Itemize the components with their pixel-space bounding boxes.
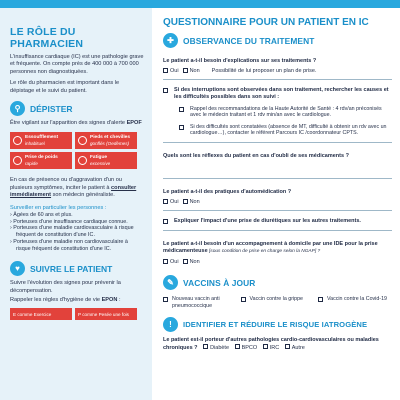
checkbox-non[interactable] <box>183 68 188 73</box>
observance-title: OBSERVANCE DU TRAITEMENT <box>183 35 315 46</box>
top-banner <box>0 0 400 8</box>
checkbox-interruptions[interactable] <box>163 88 168 93</box>
checkbox-oui[interactable] <box>163 68 168 73</box>
risque-title: IDENTIFIER ET RÉDUIRE LE RISQUE IATROGÈNE <box>183 319 368 329</box>
vaccins-header <box>163 275 392 290</box>
pill-icon: ✚ <box>163 33 178 48</box>
vaccine-item: Vaccin contre la grippe <box>241 296 315 309</box>
suivre-header <box>10 261 144 276</box>
checkbox-oui[interactable] <box>163 259 168 264</box>
role-paragraph: Le rôle du pharmacien est important dans le dépistage et le suivi du patient. <box>10 80 120 94</box>
watch-list-title: Surveiller en particulier les personnes : <box>10 204 107 211</box>
depister-advice: En cas de présence ou d'aggravation d'un ou plusieurs symptômes, inciter le patient à consulter immédiatement son médecin généraliste. <box>10 177 137 199</box>
question-ide: Le patient a-t-il besoin d'un accompagnement à domicile par une IDE pour la prise médicamenteuse [sous condition de prise en charge selon la NGAP] ? <box>163 240 378 254</box>
checkbox-bpco[interactable] <box>235 344 240 349</box>
syringe-icon: ✎ <box>163 275 178 290</box>
question-explications: Le patient a-t-il besoin d'explications sur ses traitements ? <box>163 58 317 64</box>
question-diuretiques: Expliquer l'impact d'une prise de diurétiques sur les autres traitements. <box>163 218 392 225</box>
observance-header <box>163 33 392 48</box>
answer-row: Oui Non <box>163 259 392 265</box>
sign-essoufflement: Essoufflement inhabituel <box>10 132 72 149</box>
checkbox-difficultes[interactable] <box>179 125 184 130</box>
divider <box>163 178 392 179</box>
epon-pesee: P comme Pesée une fois <box>75 308 137 320</box>
depister-header <box>10 101 144 116</box>
divider <box>163 230 392 231</box>
checkbox-non[interactable] <box>183 199 188 204</box>
question-automedication: Le patient a-t-il des pratiques d'automédication ? <box>163 188 292 195</box>
epon-paragraph: Rappeler les règles d'hygiène de vie EPON : <box>10 296 121 303</box>
plan-hint: Possibilité de lui proposer un plan de prise. <box>211 68 317 74</box>
checkbox-covid[interactable] <box>318 297 323 302</box>
question-pathologies: Le patient est-il porteur d'autres pathologies cardio-cardiovasculaires ou maladies chroniques ? Diabète BPCO IRC Autre <box>163 336 379 351</box>
checkbox-diabete[interactable] <box>203 344 208 349</box>
intro-paragraph: L'insuffisance cardiaque (IC) est une pathologie grave et fréquente. On compte près de 400 000 à 700 000 personnes non diagnostiquées. <box>10 54 144 75</box>
divider <box>163 142 392 143</box>
epon-exercice: E comme Exercice <box>10 308 72 320</box>
question-interruptions: Si des interruptions sont observées dans son traitement, rechercher les causes et les difficultés possibles dans son suivi : <box>163 87 392 101</box>
vaccins-list <box>163 296 392 309</box>
depister-title: DÉPISTER <box>30 103 73 114</box>
checkbox-rappel[interactable] <box>179 107 184 112</box>
lungs-icon <box>13 136 22 145</box>
epof-signs-grid <box>10 132 144 169</box>
magnifier-icon: ⚲ <box>10 101 25 116</box>
foot-icon <box>78 136 87 145</box>
heart-icon: ♥ <box>10 261 25 276</box>
sign-oedemes: Pieds et chevilles gonflés (Oedèmes) <box>75 132 137 149</box>
sub-difficultes: Si des difficultés sont constatées (absence de MT, difficulté à obtenir un rdv avec un cardiologue…), contacter le référent Parcours IC /coordonnateur CPTS. <box>179 124 392 137</box>
list-item: › Âgées de 60 ans et plus. <box>10 211 73 218</box>
sign-prise-de-poids: Prise de poids rapide <box>10 152 72 169</box>
epon-grid <box>10 308 144 320</box>
divider <box>163 210 392 211</box>
list-item: › Porteuses d'une maladie non cardiovasculaire à risque fréquent de constitution d'une IC. <box>10 239 128 253</box>
panel-title: LE RÔLE DU PHARMACIEN <box>10 26 84 50</box>
checkbox-diuretiques[interactable] <box>163 219 168 224</box>
answer-row: Oui Non Possibilité de lui proposer un plan de prise. <box>163 68 392 74</box>
suivre-paragraph: Suivre l'évolution des signes pour prévenir la décompensation. <box>10 280 121 294</box>
question-oubli: Quels sont les réflexes du patient en cas d'oubli de ses médicaments ? <box>163 152 349 159</box>
checkbox-oui[interactable] <box>163 199 168 204</box>
questionnaire-panel <box>152 8 400 400</box>
checkbox-autre[interactable] <box>285 344 290 349</box>
vaccins-title: VACCINS À JOUR <box>183 277 256 288</box>
vaccine-item: Nouveau vaccin anti pneumococcique <box>163 296 237 309</box>
questionnaire-title: QUESTIONNAIRE POUR UN PATIENT EN IC <box>163 17 369 28</box>
pharmacist-role-panel <box>0 8 152 400</box>
sub-rappel-has: Rappel des recommandations de la Haute Autorité de Santé : 4 rdv/an préconisés avec le médecin traitant et 1 rdv min/an avec le cardiologue. <box>179 106 392 119</box>
warning-icon: ! <box>163 317 178 332</box>
suivre-title: SUIVRE LE PATIENT <box>30 263 113 274</box>
checkbox-irc[interactable] <box>263 344 268 349</box>
list-item: › Porteuses d'une maladie cardiovasculaire à risque fréquent de constitution d'une IC. <box>10 225 134 239</box>
checkbox-grippe[interactable] <box>241 297 246 302</box>
checkbox-non[interactable] <box>183 259 188 264</box>
risque-header <box>163 317 392 332</box>
checkbox-pneumo[interactable] <box>163 297 168 302</box>
list-item: › Porteuses d'une insuffisance cardiaque connue. <box>10 218 128 225</box>
depister-intro: Être vigilant sur l'apparition des signes d'alerte EPOF <box>10 120 142 127</box>
divider <box>163 79 392 80</box>
tired-face-icon <box>78 156 87 165</box>
scale-icon <box>13 156 22 165</box>
answer-row: Oui Non <box>163 199 392 205</box>
vaccine-item: Vaccin contre la Covid-19 <box>318 296 392 309</box>
sign-fatigue: Fatigue excessive <box>75 152 137 169</box>
watch-list <box>10 212 144 253</box>
